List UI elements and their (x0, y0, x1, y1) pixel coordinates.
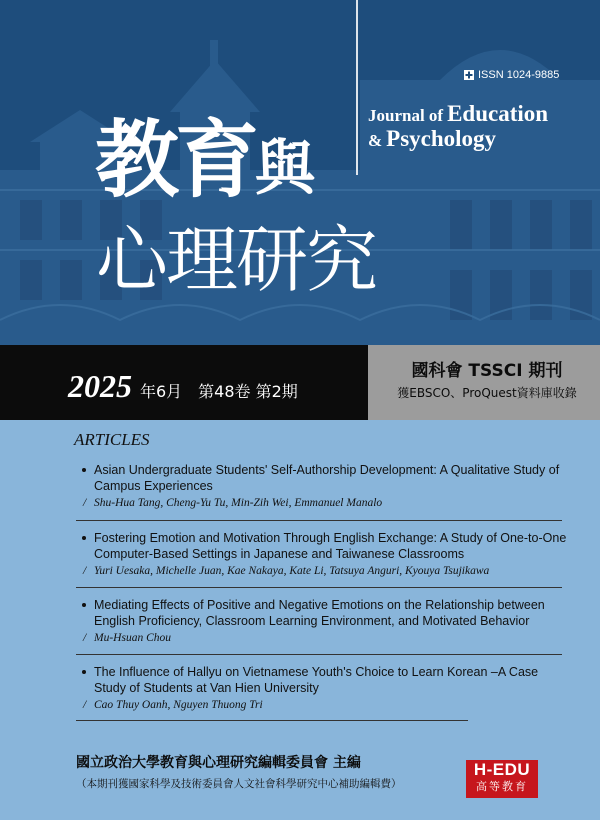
bullet-icon (82, 670, 86, 674)
bullet-icon (82, 536, 86, 540)
article-title-row (82, 664, 572, 696)
article-separator (76, 720, 468, 721)
article-authors-row: / Yuri Uesaka, Michelle Juan, Kae Nakaya, Kate Li, Tatsuya Anguri, Kyouya Tsujikawa (83, 565, 490, 577)
issue-details: 年6月 第48卷 第2期 (140, 382, 298, 401)
article-authors: Cao Thuy Oanh, Nguyen Thuong Tri (94, 699, 263, 711)
journal-title-part: Journal of (368, 106, 444, 125)
article-title: The Influence of Hallyu on Vietnamese Youth's Choice to Learn Korean –A Case Study of Students at Van Hien University (94, 665, 539, 695)
article-authors-row: / Cao Thuy Oanh, Nguyen Thuong Tri (83, 699, 263, 711)
title-zh-line1 (95, 111, 316, 209)
article-title: Asian Undergraduate Students' Self-Authorship Development: A Qualitative Study of Campus Experiences (94, 463, 560, 493)
journal-title-part: Education (447, 101, 549, 126)
article-item[interactable] (82, 462, 572, 509)
article-separator (76, 520, 562, 521)
journal-title-part: Psychology (386, 126, 497, 151)
article-item[interactable] (82, 597, 572, 644)
article-authors-row: / Shu-Hua Tang, Cheng-Yu Tu, Min-Zih Wei, Emmanuel Manalo (83, 497, 383, 509)
funding-note: （本期刊獲國家科學及技術委員會人文社會科學研究中心補助編輯費） (76, 778, 402, 790)
article-item[interactable] (82, 530, 572, 577)
title-zh-big: 教育 (95, 111, 256, 209)
article-title-row (82, 530, 572, 562)
issue-year: 2025 (68, 368, 132, 404)
article-authors-row: / Mu-Hsuan Chou (83, 632, 171, 644)
publisher-logo[interactable] (466, 760, 538, 798)
article-separator (76, 654, 562, 655)
article-title: Mediating Effects of Positive and Negative Emotions on the Relationship between English Proficiency, Classroom Learning Environment, and Motivated Behavior (94, 598, 545, 628)
article-authors: Mu-Hsuan Chou (94, 632, 171, 644)
bullet-icon (82, 468, 86, 472)
title-zh-small: 與 (255, 134, 316, 204)
plus-square-icon (464, 70, 474, 80)
article-title: Fostering Emotion and Motivation Through English Exchange: A Study of One-to-One Computer-Based Settings in Japanese and Taiwanese Classrooms (94, 531, 567, 561)
logo-text: H-EDU (473, 760, 531, 779)
article-title-row (82, 597, 572, 629)
issn (464, 69, 559, 81)
article-title-row (82, 462, 572, 494)
logo-subtext: 高等教育 (476, 780, 528, 793)
issn-text: ISSN 1024-9885 (478, 69, 560, 81)
cover-header (0, 0, 600, 345)
journal-title-en (368, 102, 548, 150)
bullet-icon (82, 603, 86, 607)
title-zh-line2: 心理研究 (96, 218, 377, 302)
article-authors: Shu-Hua Tang, Cheng-Yu Tu, Min-Zih Wei, Emmanuel Manalo (94, 497, 383, 509)
database-label: 獲EBSCO、ProQuest資料庫收錄 (397, 386, 577, 400)
tssci-label: 國科會 TSSCI 期刊 (411, 361, 563, 381)
divider-line (356, 0, 358, 175)
issue-info (68, 368, 298, 405)
article-authors: Yuri Uesaka, Michelle Juan, Kae Nakaya, Kate Li, Tatsuya Anguri, Kyouya Tsujikawa (94, 565, 490, 577)
article-separator (76, 587, 562, 588)
journal-title-part: & (368, 131, 383, 150)
article-item[interactable] (82, 664, 572, 711)
articles-heading: ARTICLES (74, 430, 150, 449)
editor-credit: 國立政治大學教育與心理研究編輯委員會 主編 (76, 755, 361, 771)
